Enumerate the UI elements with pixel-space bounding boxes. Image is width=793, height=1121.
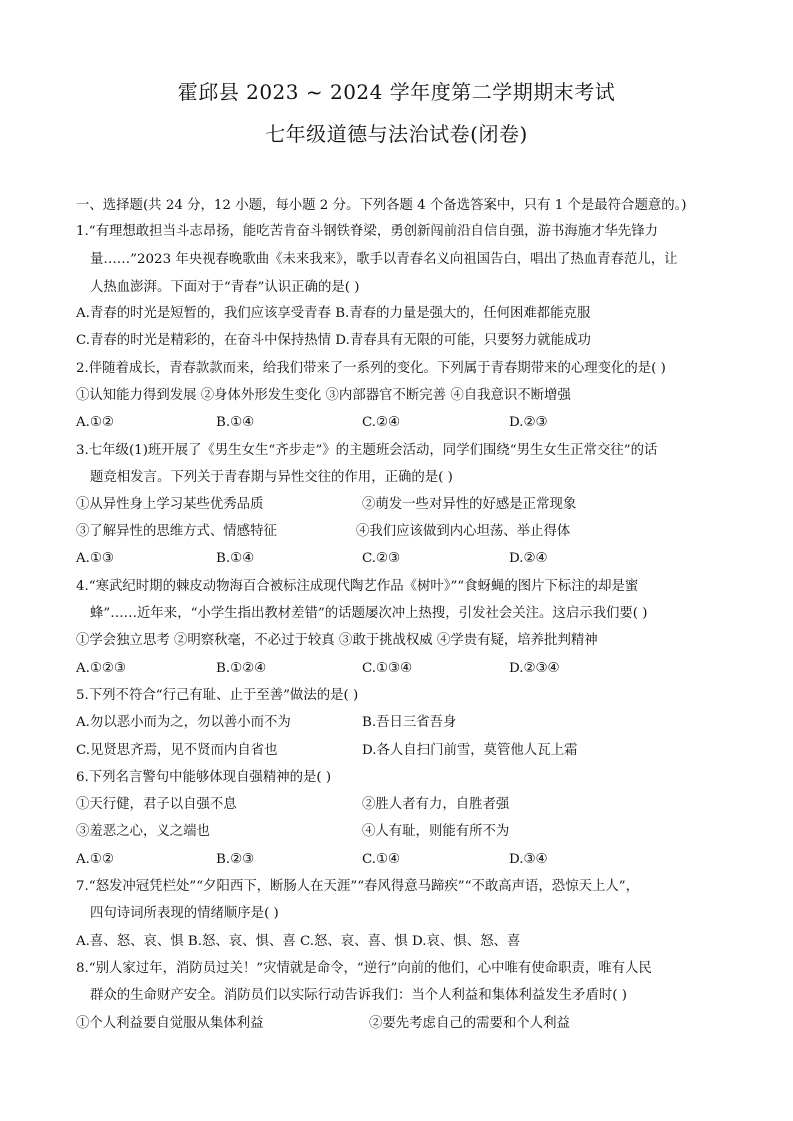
question-6-stem: 6.下列名言警句中能够体现自强精神的是( ) <box>76 770 332 785</box>
question-3-item-3: ③了解异性的思维方式、情感特征 <box>76 524 277 539</box>
question-3-option-d: D.②④ <box>509 551 548 566</box>
question-1-line-2: 量……”2023 年央视春晚歌曲《未来我来》，歌手以青春名义向祖国告白，唱出了热血青春范儿，让 <box>90 252 678 267</box>
question-2-option-c: C.②④ <box>362 415 401 430</box>
question-8-line-2: 群众的生命财产安全。消防员们以实际行动告诉我们：当个人利益和集体利益发生矛盾时( ) <box>90 988 627 1003</box>
question-3-line-1: 3.七年级(1)班开展了《男生女生“齐步走”》的主题班会活动，同学们围绕“男生女生正常交往”的话 <box>76 443 658 458</box>
question-4-items: ①学会独立思考 ②明察秋毫，不必过于较真 ③敢于挑战权威 ④学贵有疑，培养批判精神 <box>76 633 598 648</box>
question-1-options-cd: C.青春的时光是精彩的，在奋斗中保持热情 D.青春具有无限的可能，只要努力就能成功 <box>76 333 591 348</box>
question-3-option-c: C.②③ <box>362 551 401 566</box>
question-3-line-2: 题竞相发言。下列关于青春期与异性交往的作用，正确的是( ) <box>90 470 453 485</box>
question-4-line-1: 4.“寒武纪时期的棘皮动物海百合被标注成现代陶艺作品《树叶》”“食蚜蝇的图片下标注的却是蜜 <box>76 579 639 594</box>
question-2-items: ①认知能力得到发展 ②身体外形发生变化 ③内部器官不断完善 ④自我意识不断增强 <box>76 388 571 403</box>
question-6-item-3: ③羞恶之心，义之端也 <box>76 824 210 839</box>
question-2-option-b: B.①④ <box>216 415 255 430</box>
question-5-stem: 5.下列不符合“行己有耻、止于至善”做法的是( ) <box>76 688 359 703</box>
question-4-option-b: B.①②④ <box>216 661 267 676</box>
exam-title: 霍邱县 2023 ~ 2024 学年度第二学期期末考试 <box>177 80 616 104</box>
question-5-option-d: D.各人自扫门前雪，莫管他人瓦上霜 <box>362 743 578 758</box>
question-5-option-c: C.见贤思齐焉，见不贤而内自省也 <box>76 743 278 758</box>
exam-subtitle: 七年级道德与法治试卷(闭卷) <box>265 122 528 146</box>
question-3-option-a: A.①③ <box>76 551 114 566</box>
question-3-item-2: ②萌发一些对异性的好感是正常现象 <box>362 497 577 512</box>
question-3-item-4: ④我们应该做到内心坦荡、举止得体 <box>356 524 571 539</box>
question-6-item-2: ②胜人者有力，自胜者强 <box>362 797 510 812</box>
question-5-option-a: A.勿以恶小而为之，勿以善小而不为 <box>76 715 291 730</box>
question-7-line-1: 7.“怒发冲冠凭栏处”“夕阳西下，断肠人在天涯”“春风得意马蹄疾”“不敢高声语，恐惊天上人”， <box>76 879 639 894</box>
question-6-option-b: B.②③ <box>216 852 255 867</box>
question-1-line-3: 人热血澎湃。下面对于“青春”认识正确的是( ) <box>90 280 360 295</box>
question-1-options-ab: A.青春的时光是短暂的，我们应该享受青春 B.青春的力量是强大的，任何困难都能克服 <box>76 306 591 321</box>
question-6-item-1: ①天行健，君子以自强不息 <box>76 797 237 812</box>
question-4-option-a: A.①②③ <box>76 661 126 676</box>
question-8-item-1: ①个人利益要自觉服从集体利益 <box>76 1016 264 1031</box>
question-4-option-c: C.①③④ <box>362 661 413 676</box>
question-3-item-1: ①从异性身上学习某些优秀品质 <box>76 497 264 512</box>
question-6-option-a: A.①② <box>76 852 114 867</box>
question-2-option-a: A.①② <box>76 415 114 430</box>
question-4-option-d: D.②③④ <box>509 661 560 676</box>
question-6-option-c: C.①④ <box>362 852 401 867</box>
question-5-option-b: B.吾日三省吾身 <box>362 715 457 730</box>
question-7-options: A.喜、怒、哀、惧 B.怒、哀、惧、喜 C.怒、哀、喜、惧 D.哀、惧、怒、喜 <box>76 934 521 949</box>
section-heading: 一、选择题(共 24 分，12 小题，每小题 2 分。下列各题 4 个备选答案中，只有 1 个是最符合题意的。) <box>76 198 687 213</box>
question-8-line-1: 8.“别人家过年，消防员过关！”灾情就是命令，“逆行”向前的他们，心中唯有使命职责，唯有人民 <box>76 961 652 976</box>
question-2-stem: 2.伴随着成长，青春款款而来，给我们带来了一系列的变化。下列属于青春期带来的心理变化的是( ) <box>76 361 666 376</box>
question-3-option-b: B.①④ <box>216 551 255 566</box>
question-4-line-2: 蜂”……近年来，“小学生指出教材差错”的话题屡次冲上热搜，引发社会关注。这启示我们要( ) <box>90 606 648 621</box>
question-6-item-4: ④人有耻，则能有所不为 <box>362 824 510 839</box>
question-1-line-1: 1.“有理想敢担当斗志昂扬，能吃苦肯奋斗钢铁脊梁，勇创新闯前沿自信自强，游书海施才华先锋力 <box>76 224 659 239</box>
question-6-option-d: D.③④ <box>509 852 548 867</box>
question-8-item-2: ②要先考虑自己的需要和个人利益 <box>369 1016 570 1031</box>
question-7-line-2: 四句诗词所表现的情绪顺序是( ) <box>90 906 279 921</box>
question-2-option-d: D.②③ <box>509 415 548 430</box>
